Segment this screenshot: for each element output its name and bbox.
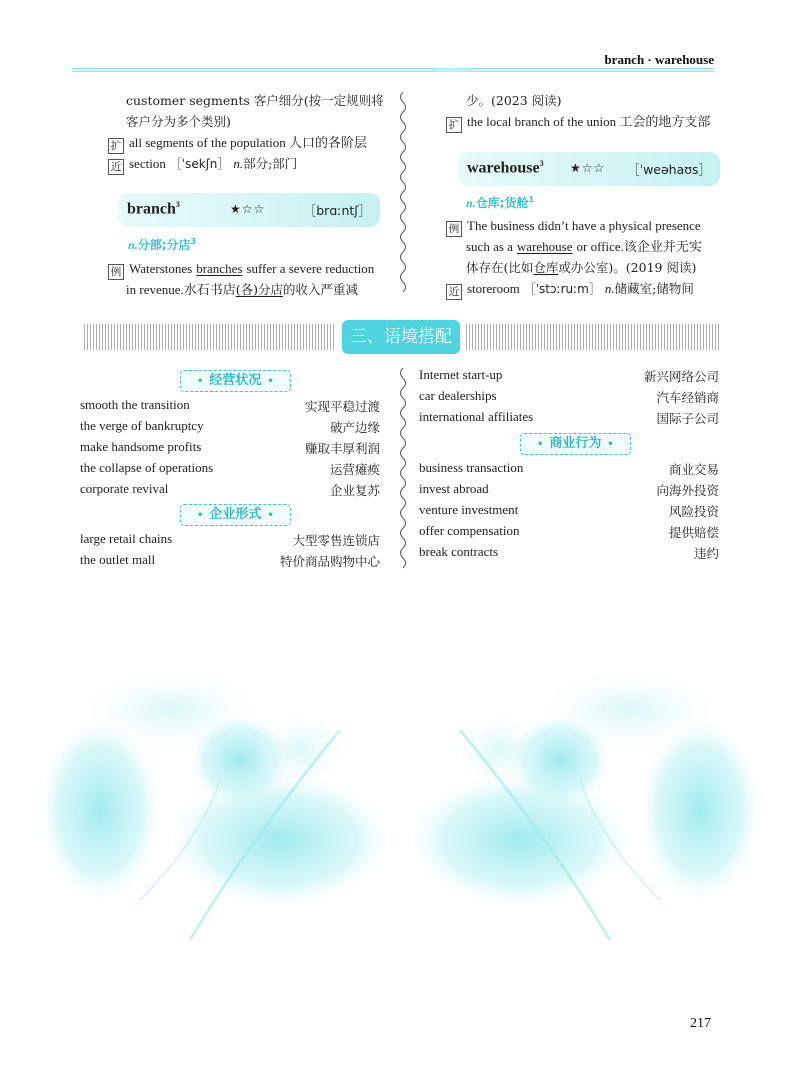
synonym-ipa: ［ˈsekʃn］: [169, 157, 230, 171]
headword-box-branch: [118, 193, 380, 227]
band-stripes-left: [84, 324, 336, 350]
highlight-warehouse: warehouse: [516, 239, 573, 254]
collocation-row: the collapse of operations 运营瘫痪: [80, 460, 380, 477]
highlight-fendian: (各)分店: [235, 282, 284, 297]
synonym-tag: 近: [108, 159, 124, 175]
collocation-row: business transaction 商业交易: [419, 460, 719, 477]
sense-branch: n.分部;分店$^3$: [128, 237, 197, 252]
section-band: [84, 320, 720, 354]
headword-ipa: ［brɑːntʃ］: [303, 203, 371, 218]
frequency-stars-right: ★☆☆: [570, 161, 606, 175]
continuation-line: 少。(2023 阅读): [466, 93, 562, 108]
collocation-row: break contracts 违约: [419, 544, 719, 561]
extension-text-right: the local branch of the union 工会的地方支部: [467, 114, 711, 129]
column-divider-collocations: [396, 368, 410, 573]
watercolor-lotus-illustration: [40, 640, 760, 960]
example-tag: 例: [108, 264, 124, 280]
synonym-line-right: 近 storeroom ［ˈstɔːruːm］ n.储藏室;储物间: [446, 278, 694, 300]
example-line-2: in revenue.水石书店(各)分店的收入严重减: [126, 282, 359, 297]
headword-branch: branch$^3$: [127, 200, 180, 218]
highlight-branches: branches: [196, 261, 243, 276]
headword-ipa-right: ［ˈweəhaʊs］: [627, 162, 711, 177]
example-line-1: 例 Waterstones branches suffer a severe reduction: [108, 258, 374, 280]
synonym-meaning: 部分;部门: [243, 156, 298, 171]
extension-tag-right: 扩: [446, 117, 462, 133]
extension-line: [108, 132, 367, 154]
collocation-row: Internet start-up 新兴网络公司: [419, 367, 719, 384]
highlight-cangku: 仓库: [533, 260, 559, 275]
collocation-row: the verge of bankruptcy 破产边缘: [80, 418, 380, 435]
example-right-line-1: 例 The business didn’t have a physical presence: [446, 215, 701, 237]
page-number: 217: [690, 1016, 711, 1031]
headword-box-warehouse: [458, 152, 720, 186]
frequency-stars: ★☆☆: [230, 202, 266, 216]
example-right-line-3: 体存在(比如仓库或办公室)。(2019 阅读): [466, 260, 697, 275]
segment-line-2: 客户分为多个类别): [126, 114, 231, 129]
example-right-line-2: such as a warehouse or office.该企业并无实: [466, 239, 702, 254]
extension-text: all segments of the population 人口的各阶层: [129, 135, 367, 150]
collocation-row: offer compensation 提供赔偿: [419, 523, 719, 540]
synonym-tag-right: 近: [446, 284, 462, 300]
extension-line-right: [446, 111, 710, 133]
section-title: 三、语境搭配: [342, 320, 460, 354]
running-head: branch · warehouse: [604, 52, 714, 67]
collocation-row: the outlet mall 特价商品购物中心: [80, 552, 380, 569]
category-business-actions: • 商业行为 •: [520, 433, 631, 455]
collocation-row: venture investment 风险投资: [419, 502, 719, 519]
sense-warehouse: n.仓库;货舱$^1$: [466, 195, 535, 210]
collocation-row: smooth the transition 实现平稳过渡: [80, 397, 380, 414]
synonym-pos: n.: [233, 156, 244, 171]
collocation-row: car dealerships 汽车经销商: [419, 388, 719, 405]
collocation-row: international affiliates 国际子公司: [419, 409, 719, 426]
headword-warehouse: warehouse$^3$: [467, 159, 544, 177]
segment-line-1: customer segments 客户细分(按一定规则将: [126, 93, 384, 108]
synonym-line: [108, 153, 297, 175]
band-stripes-right: [466, 324, 720, 350]
extension-tag: 扩: [108, 138, 124, 154]
collocation-row: invest abroad 向海外投资: [419, 481, 719, 498]
collocation-row: make handsome profits 赚取丰厚利润: [80, 439, 380, 456]
column-divider: [396, 92, 410, 297]
category-business-status: • 经营状况 •: [180, 370, 291, 392]
category-business-forms: • 企业形式 •: [180, 504, 291, 526]
example-tag-right: 例: [446, 221, 462, 237]
header-rule: [72, 68, 714, 72]
collocation-row: large retail chains 大型零售连锁店: [80, 531, 380, 548]
synonym-word: section: [129, 156, 166, 171]
collocation-row: corporate revival 企业复苏: [80, 481, 380, 498]
